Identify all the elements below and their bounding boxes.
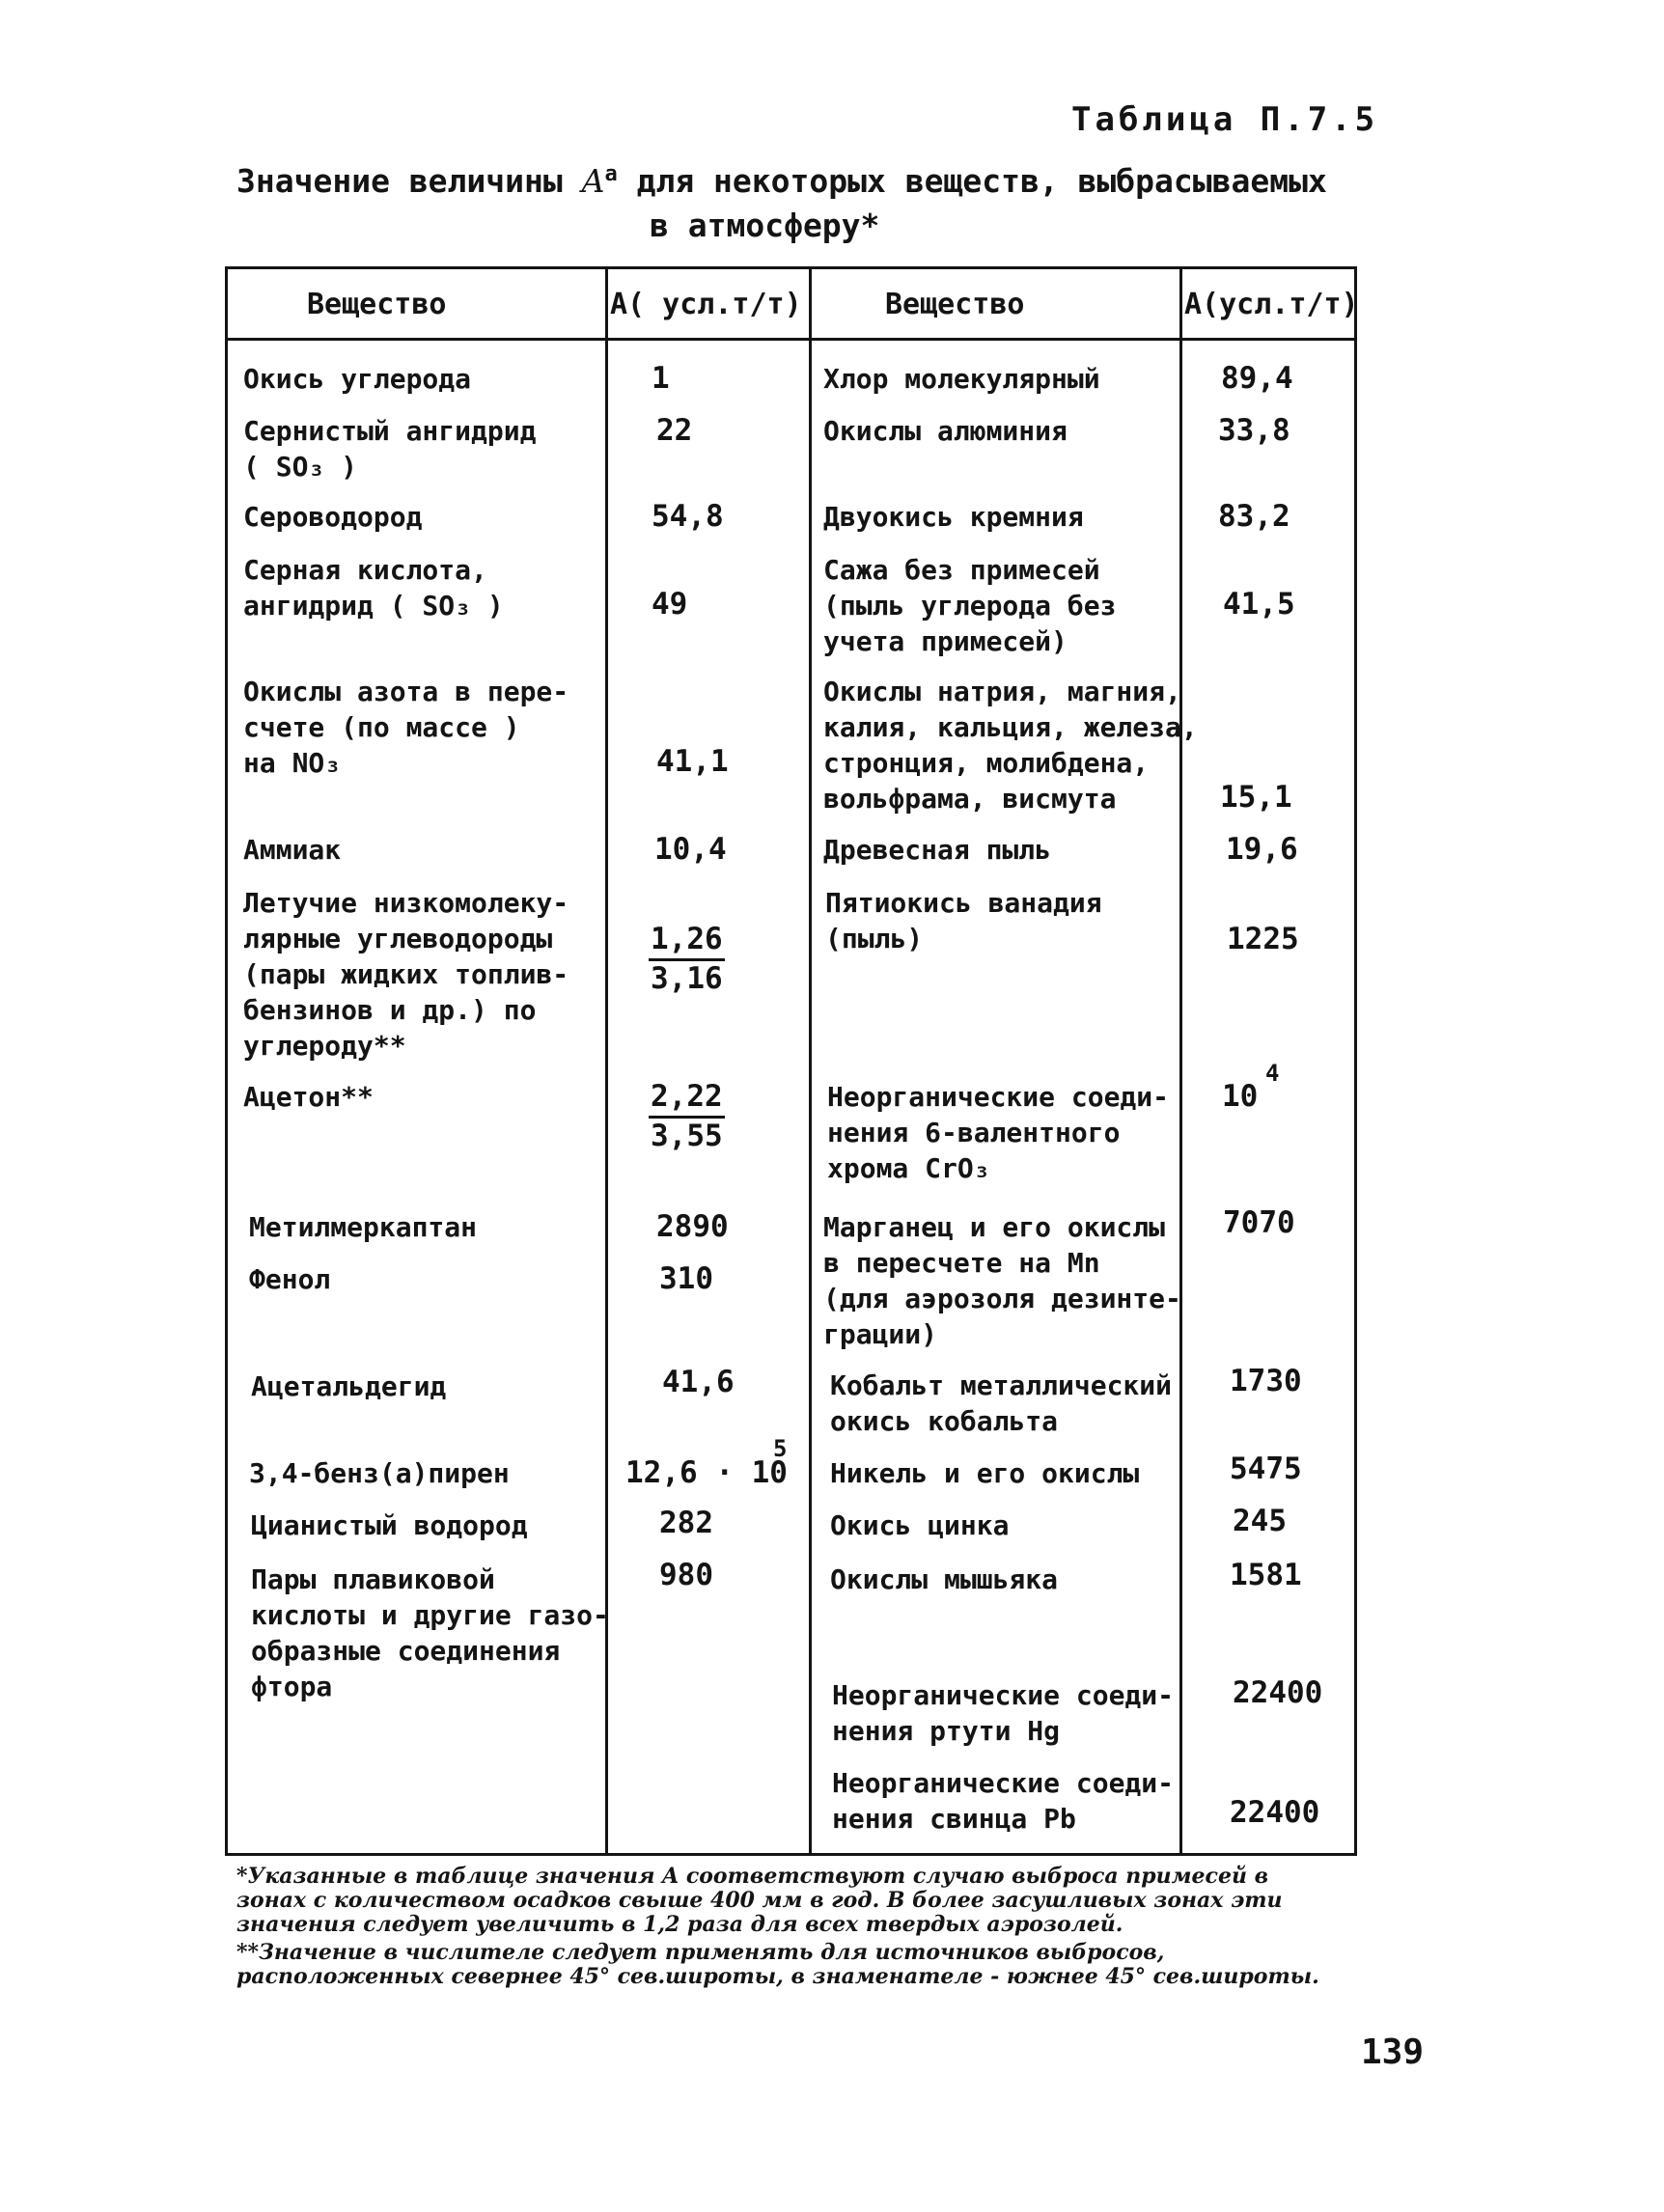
caption-text-post: для некоторых веществ, выбрасываемых [617,162,1327,200]
left-value: 54,8 [652,499,724,534]
left-substance: Сероводород [243,501,423,533]
left-value: 980 [659,1558,713,1592]
right-substance: Двуокись кремния [823,501,1084,533]
footnote-2: **Значение в числителе следует применять для источников выбросов, расположенных севернее 45° сев.широты, в знаменателе - южнее 45° сев.широты. [236,1940,1319,1989]
right-substance: Неорганические соеди- нения ртути Hg [832,1679,1175,1747]
caption-symbol-sup: a [604,162,618,186]
right-substance: Неорганические соеди- нения свинца Pb [832,1767,1175,1835]
right-substance: Неорганические соеди- нения 6-валентного хрома CrO₃ [827,1081,1170,1184]
right-substance: Марганец и его окислы в пересчете на Mn (для аэрозоля дезинте- грации) [823,1211,1181,1350]
page-number: 139 [1361,2032,1425,2072]
right-value: 1225 [1227,922,1299,956]
left-substance: Ацетон** [243,1081,374,1113]
left-substance: Цианистый водород [251,1509,528,1541]
right-substance: Окислы мышьяка [830,1563,1059,1595]
value-exponent: 5 [773,1435,788,1462]
right-value: 1581 [1230,1558,1302,1592]
right-value: 41,5 [1223,587,1295,622]
right-substance: Сажа без примесей (пыль углерода без учета примесей) [823,554,1117,657]
left-substance: Летучие низкомолеку- лярные углеводороды (пары жидких топлив- бензинов и др.) по углероду** [243,887,569,1062]
right-substance: Древесная пыль [823,834,1052,866]
left-substance: Сернистый ангидрид ( SO₃ ) [243,415,537,483]
caption-text-pre: Значение величины [236,162,582,200]
right-value: 22400 [1230,1795,1320,1830]
fraction-denominator: 3,55 [651,1119,723,1153]
right-substance: Хлор молекулярный [823,363,1100,395]
left-value: 41,6 [662,1365,735,1399]
right-substance: Никель и его окислы [830,1457,1140,1489]
fraction-numerator: 1,26 [649,922,725,961]
right-value: 22400 [1233,1675,1323,1710]
left-value: 22 [656,413,693,448]
left-value: 1 [652,361,670,396]
left-value: 49 [652,587,688,622]
left-substance: Окислы азота в пере- счете (по массе ) на NO₃ [243,676,569,779]
right-value: 7070 [1223,1205,1295,1240]
caption-symbol: A [581,162,605,200]
left-value: 282 [659,1506,713,1540]
right-substance: Окись цинка [830,1509,1010,1541]
left-substance: Метилмеркаптан [249,1211,478,1243]
footnote-1: *Указанные в таблице значения A соответствуют случаю выброса примесей в зонах с количеством осадков свыше 400 мм в год. В более засушливых зонах эти значения следует увеличить в 1,2 раза для всех твердых аэрозолей. [236,1864,1283,1937]
left-substance: Аммиак [243,834,342,866]
right-value: 1730 [1230,1364,1302,1398]
right-value: 19,6 [1226,832,1298,867]
left-substance: 3,4-бенз(а)пирен [249,1457,510,1489]
left-value: 310 [659,1261,713,1296]
right-value: 89,4 [1221,361,1293,396]
header-value: A( усл.т/т) [610,288,802,321]
header-substance: Вещество [307,288,447,321]
left-substance: Пары плавиковой кислоты и другие газо- образные соединения фтора [251,1563,609,1702]
left-substance: Фенол [249,1263,331,1295]
left-value: 2890 [656,1209,729,1244]
right-value: 10 [1222,1079,1259,1114]
header-divider [225,338,1357,341]
table-label: Таблица П.7.5 [1071,100,1379,139]
fraction-numerator: 2,22 [649,1079,725,1119]
header-substance-right: Вещество [885,288,1025,321]
left-value: 10,4 [654,832,727,867]
column-divider [1179,266,1182,1856]
right-value: 83,2 [1218,499,1290,534]
left-value-fraction [649,922,725,997]
footnotes [236,1865,1327,1993]
fraction-denominator: 3,16 [651,961,723,996]
right-value: 5475 [1230,1452,1302,1486]
left-substance: Серная кислота, ангидрид ( SO₃ ) [243,554,504,622]
header-value-right: A(усл.т/т) [1184,288,1359,321]
left-value-fraction [649,1079,725,1154]
table-caption [236,152,1375,248]
caption-line-2: в атмосферу* [650,207,880,244]
right-substance: Окислы алюминия [823,415,1068,447]
right-substance: Пятиокись ванадия (пыль) [825,887,1102,954]
left-value: 12,6 · 10 [625,1455,788,1490]
right-substance: Кобальт металлический окись кобальта [830,1369,1173,1437]
right-substance: Окислы натрия, магния, калия, кальция, железа, стронция, молибдена, вольфрама, висмута [823,676,1198,815]
left-substance: Ацетальдегид [251,1370,447,1402]
left-substance: Окись углерода [243,363,472,395]
left-value: 41,1 [656,744,729,779]
right-value: 245 [1233,1504,1287,1538]
column-divider [809,266,812,1856]
right-value: 33,8 [1218,413,1290,448]
right-value: 15,1 [1220,780,1292,815]
value-exponent: 4 [1265,1060,1280,1087]
